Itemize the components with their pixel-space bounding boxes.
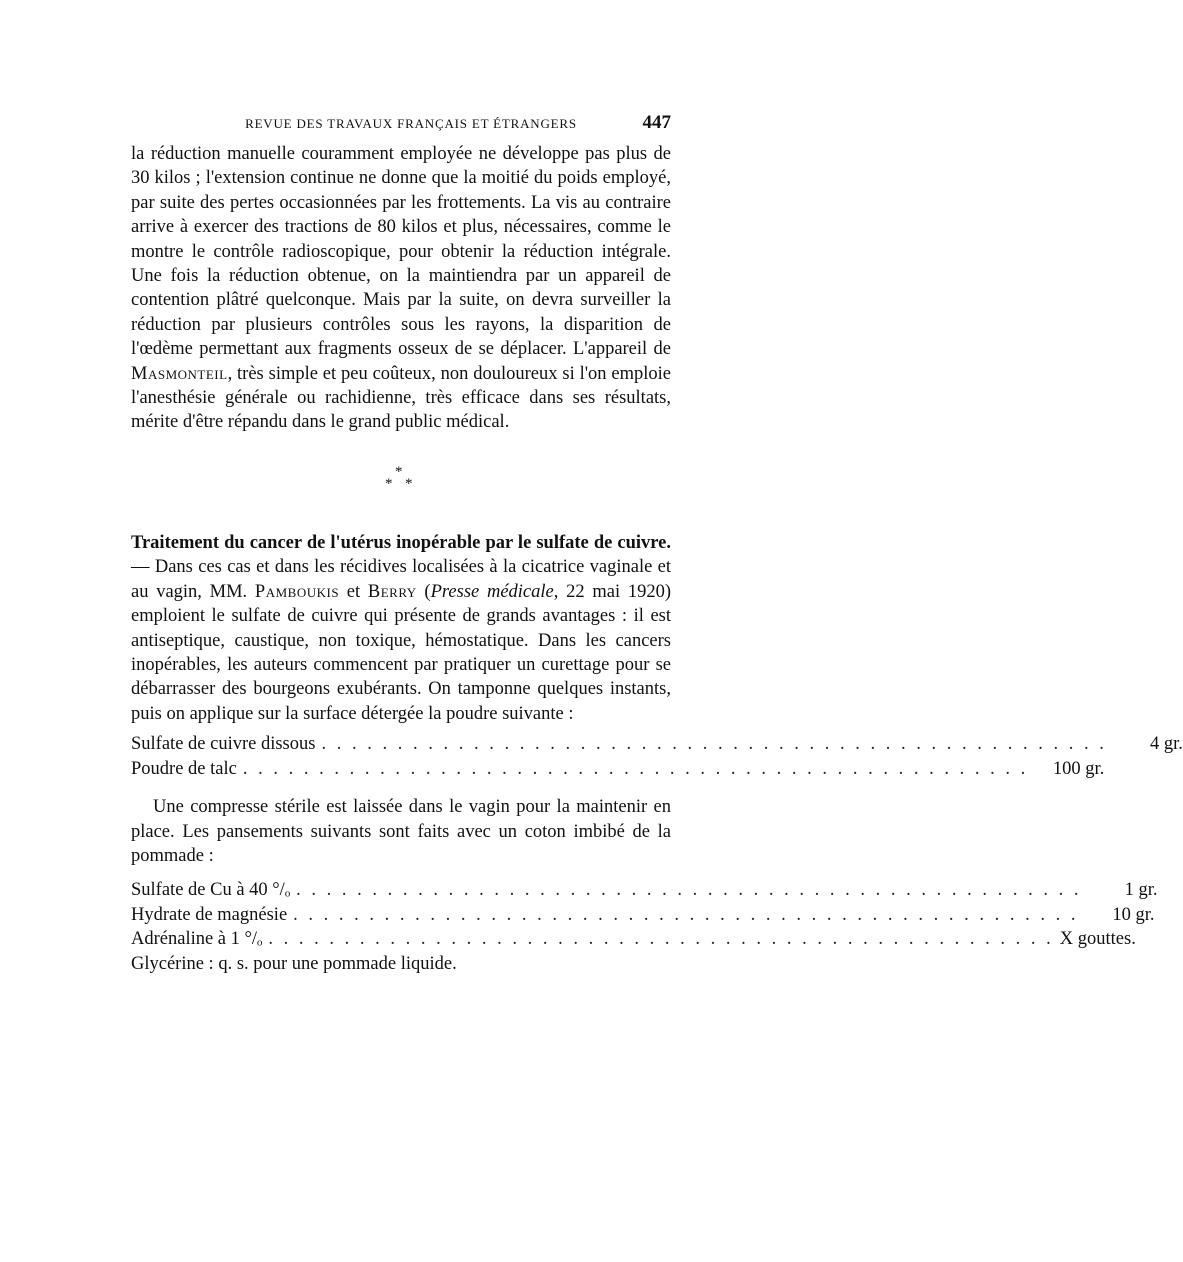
ingredient-quantity: 100 gr.: [1052, 758, 1105, 779]
recipe-row: [131, 734, 1183, 759]
asterisk-icon: *: [395, 463, 403, 480]
author-pamboukis: Pamboukis: [254, 581, 340, 602]
asterisk-icon: *: [405, 475, 413, 492]
leader-dots: . . . . . . . . . . . . . . . . . . . . . . . . . . . . . . . . . . . . . . . . . . . . . . . . . . . .: [242, 758, 1029, 779]
ingredient-name: Adrénaline à 1 °/ₒ: [131, 929, 263, 950]
recipe-ointment: [131, 880, 1158, 978]
closing-line: Glycérine : q. s. pour une pommade liquide.: [131, 953, 457, 974]
paragraph-traitement: [131, 531, 671, 726]
reference-open: (: [416, 581, 431, 602]
section-separator-asterism: [131, 465, 671, 505]
heading-dash: —: [131, 557, 155, 578]
author-berry: Berry: [367, 581, 417, 602]
leader-dots: . . . . . . . . . . . . . . . . . . . . . . . . . . . . . . . . . . . . . . . . . . . . . . . . . . . .: [268, 929, 1054, 950]
ingredient-quantity: X gouttes.: [1059, 929, 1136, 950]
running-title: REVUE DES TRAVAUX FRANÇAIS ET ÉTRANGERS: [245, 116, 577, 131]
recipe-row: [131, 880, 1158, 905]
recipe-row: [131, 929, 1136, 954]
asterisk-icon: *: [385, 475, 393, 492]
paragraph-reduction-text-end: , très simple et peu coûteux, non douloureux si l'on emploie l'anesthésie générale ou rachidienne, très efficace dans ses résultats, mérite d'être répandu dans le grand public médical.: [131, 363, 671, 433]
ingredient-name: Poudre de talc: [131, 758, 237, 779]
leader-dots: . . . . . . . . . . . . . . . . . . . . . . . . . . . . . . . . . . . . . . . . . . . . . . . . . . . .: [293, 904, 1079, 925]
ingredient-quantity: 4 gr.: [1149, 734, 1183, 755]
recipe-powder: [131, 734, 1183, 783]
running-header: [131, 112, 671, 142]
ingredient-name: Sulfate de Cu à 40 °/ₒ: [131, 880, 291, 901]
ingredient-name: Hydrate de magnésie: [131, 904, 288, 925]
paragraph-reduction: [131, 142, 671, 435]
paragraph-reduction-text: la réduction manuelle couramment employée ne développe pas plus de 30 kilos ; l'extension continue ne donne que la moitié du poids employé, par suite des pertes occasionnées par les frottements. La vis au contraire arrive à exercer des tractions de 80 kilos et plus, nécessaires, comme le montre le contrôle radioscopique, pour obtenir la réduction intégrale. Une fois la réduction obtenue, on la maintiendra par un appareil de contention plâtré quelconque. Mais par la suite, on devra surveiller la réduction par plusieurs contrôles sous les rayons, la disparition de l'œdème permettant aux fragments osseux de se déplacer. L'appareil de: [131, 144, 671, 360]
page-number: 447: [642, 112, 671, 133]
section-heading: Traitement du cancer de l'utérus inopérable par le sulfate de cuivre.: [131, 532, 671, 553]
leader-dots: . . . . . . . . . . . . . . . . . . . . . . . . . . . . . . . . . . . . . . . . . . . . . . . . . . . .: [321, 734, 1107, 755]
leader-dots: . . . . . . . . . . . . . . . . . . . . . . . . . . . . . . . . . . . . . . . . . . . . . . . . . . . .: [296, 880, 1082, 901]
section-text-end: emploient le sulfate de cuivre qui présente de grands avantages : il est antiseptique, caustique, non toxique, hémostatique. Dans les cancers inopérables, les auteurs commencent par pratiquer un curettage pour se débarrasser des bourgeons exubérants. On tamponne quelques instants, puis on applique sur la surface détergée la poudre suivante :: [131, 606, 671, 724]
recipe-row: [131, 758, 1105, 784]
journal-title: Presse médicale: [430, 581, 554, 602]
ingredient-quantity: 1 gr.: [1124, 880, 1158, 901]
paragraph-compresse: Une compresse stérile est laissée dans le vagin pour la maintenir en place. Les pansements suivants sont faits avec un coton imbibé de la pommade :: [131, 797, 671, 866]
reference-date: , 22 mai 1920): [553, 581, 671, 602]
section-text: Dans ces cas et dans les récidives localisées à la cicatrice vaginale et au vagin, MM.: [131, 557, 672, 602]
document-page: [131, 112, 1183, 978]
ingredient-name: Sulfate de cuivre dissous: [131, 734, 316, 755]
ingredient-quantity: 10 gr.: [1112, 904, 1155, 925]
author-masmonteil: Masmonteil: [131, 363, 228, 384]
recipe-row: [131, 904, 1155, 930]
conjunction: et: [339, 581, 368, 602]
